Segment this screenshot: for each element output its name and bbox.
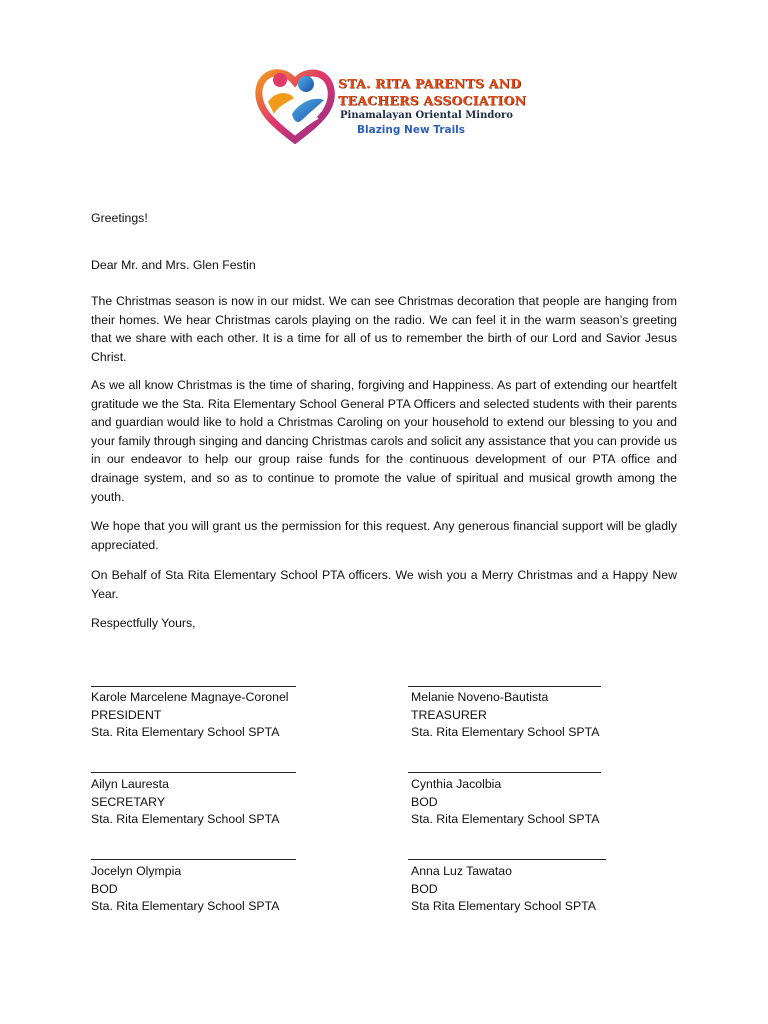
closing: Respectfully Yours, <box>91 616 196 630</box>
signatory-org: Sta. Rita Elementary School SPTA <box>91 899 280 913</box>
org-tagline: Blazing New Trails <box>357 124 466 136</box>
paragraph-3: We hope that you will grant us the permission for this request. Any generous financial support will be gladly appreciated. <box>91 519 677 552</box>
signatory-block <box>411 689 599 742</box>
signatory-title: SECRETARY <box>91 794 166 809</box>
paragraph-4: On Behalf of Sta Rita Elementary School PTA officers. We wish you a Merry Christmas and a Happy New Year. <box>91 568 677 601</box>
org-location: Pinamalayan Oriental Mindoro <box>340 110 513 121</box>
signatory-block <box>91 863 279 916</box>
signatory-block <box>91 776 279 829</box>
signatory-title: BOD <box>411 794 438 809</box>
signatory-org: Sta. Rita Elementary School SPTA <box>411 725 600 739</box>
pta-heart-hands-logo <box>254 62 336 144</box>
greeting: Greetings! <box>91 211 148 225</box>
signatory-name: Ailyn Lauresta <box>91 777 169 791</box>
signatory-org: Sta. Rita Elementary School SPTA <box>91 812 280 826</box>
signatory-title: BOD <box>91 881 118 896</box>
signatory-org: Sta. Rita Elementary School SPTA <box>91 725 280 739</box>
signature-line <box>91 859 296 860</box>
signatory-block <box>411 776 599 829</box>
signature-line <box>91 686 296 687</box>
signatory-name: Anna Luz Tawatao <box>411 864 512 878</box>
signature-line <box>408 859 606 860</box>
signatory-block <box>91 689 289 742</box>
salutation: Dear Mr. and Mrs. Glen Festin <box>91 258 256 272</box>
signatory-name: Karole Marcelene Magnaye-Coronel <box>91 690 289 704</box>
signature-line <box>408 772 601 773</box>
signatory-name: Cynthia Jacolbia <box>411 777 502 791</box>
signature-line <box>91 772 296 773</box>
signatory-title: PRESIDENT <box>91 707 162 722</box>
letterhead <box>254 62 527 146</box>
signatory-name: Jocelyn Olympia <box>91 864 182 878</box>
signatory-title: BOD <box>411 881 438 896</box>
signatory-org: Sta. Rita Elementary School SPTA <box>411 812 600 826</box>
signatory-title: TREASURER <box>411 707 487 722</box>
signatory-org: Sta Rita Elementary School SPTA <box>411 899 596 913</box>
paragraph-2: As we all know Christmas is the time of sharing, forgiving and Happiness. As part of extending our heartfelt gratitude we the Sta. Rita Elementary School General PTA Officers and selected students with their parents and guardian would like to hold a Christmas Caroling on your household to extend our blessing to you and your family through singing and dancing Christmas carols and solicit any assistance that you can provide us in our endeavor to help our group raise funds for the continuous development of our PTA office and drainage system, and so as to continue to promote the value of spiritual and musical growth among the youth. <box>91 378 677 504</box>
paragraph-1: The Christmas season is now in our midst. We can see Christmas decoration that people are hanging from their homes. We hear Christmas carols playing on the radio. We can feel it in the warm season’s greeting that we share with each other. It is a time for all of us to remember the birth of our Lord and Savior Jesus Christ. <box>91 294 677 364</box>
org-name-line2: TEACHERS ASSOCIATION <box>338 93 527 108</box>
signature-line <box>408 686 601 687</box>
signatory-name: Melanie Noveno-Bautista <box>411 690 549 704</box>
signatory-block <box>411 863 596 916</box>
org-name-line1: STA. RITA PARENTS AND <box>338 76 522 91</box>
